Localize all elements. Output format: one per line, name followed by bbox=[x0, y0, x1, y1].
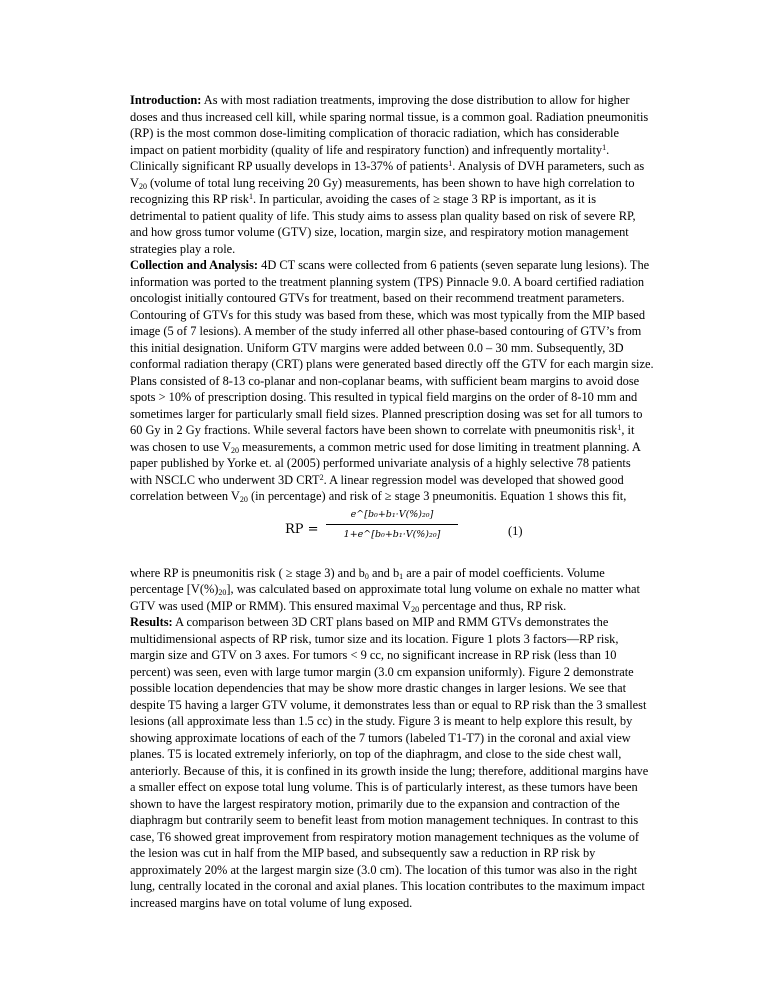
introduction-heading: Introduction: bbox=[130, 93, 202, 107]
citation: 2 bbox=[319, 472, 324, 482]
equation-numerator: e^[b₀+b₁·V(%)₂₀] bbox=[350, 508, 434, 520]
equation-denominator: 1+e^[b₀+b₁·V(%)₂₀] bbox=[343, 528, 441, 540]
introduction-paragraph: Introduction: As with most radiation treatments, improving the dose distribution to allow for higher doses and thus increased cell kill, while sparing normal tissue, is a common goal. Radiation pneumonitis (RP) is the most common dose-limiting complication of thoracic radiation, which has considerable impact on patient morbidity (quality of life and respiratory function) and infrequently mortality$^1$. Clinically significant RP usually develops in 13-37% of patients$^1$. Analysis of DVH parameters, such as $V_{20}$ (volume of total lung receiving 20 Gy) measurements, has been shown to have high correlation to recognizing this RP risk$^1$. In particular, avoiding the cases of ≥ stage 3 RP is important, as it is detrimental to patient quality of life. This study aims to assess plan quality based on risk of severe RP, and how gross tumor volume (GTV) size, location, margin size, and respiratory motion management strategies play a role. bbox=[130, 93, 649, 256]
fraction-bar bbox=[326, 524, 458, 525]
results-heading: Results: bbox=[130, 615, 173, 629]
equation-fraction bbox=[326, 507, 458, 542]
citation: 1 bbox=[602, 142, 607, 152]
document-page bbox=[130, 92, 655, 911]
equation-number: (1) bbox=[508, 523, 523, 538]
citation: 1 bbox=[248, 192, 253, 201]
collection-analysis-paragraph: Collection and Analysis: 4D CT scans were collected from 6 patients (seven separate lung lesions). The information was ported to the treatment planning system (TPS) Pinnacle 9.0. A board certified radiation oncologist initially contoured GTVs for treatment, based on their recommend treatment parameters. Contouring of GTVs for this study was based from these, which was most typically from the MIP based image (5 of 7 lesions). A member of the study inferred all other phase-based contouring of GTV’s from this initial designation. Uniform GTV margins were added between 0.0 – 30 mm. Subsequently, 3D conformal radiation therapy (CRT) plans were generated based directly off the GTV for each margin size. Plans consisted of 8-13 co-planar and non-coplanar beams, with sufficient beam margins to avoid dose spots > 10% of prescription dosing. This resulted in typical field margins on the order of 8-10 mm and sometimes larger for particularly small field sizes. Planned prescription dosing was set for all tumors to 60 Gy in 2 Gy fractions. While several factors have been shown to correlate with pneumonitis risk$^1$, it was chosen to use $V_{20}$ measurements, a common metric used for dose limiting in treatment planning. A paper published by Yorke et. al (2005) performed univariate analysis of a highly selective 78 patients with NSCLC who underwent 3D CRT$^2$. A linear regression model was developed that showed good correlation between $V_{20}$ (in percentage) and risk of ≥ stage 3 pneumonitis. Equation 1 shows this fit, bbox=[130, 258, 654, 504]
citation: 1 bbox=[448, 159, 453, 168]
equation-lhs: RP = bbox=[285, 521, 319, 537]
equation-1 bbox=[130, 507, 655, 559]
citation: 1 bbox=[617, 423, 622, 432]
results-paragraph: Results: A comparison between 3D CRT plans based on MIP and RMM GTVs demonstrates the multidimensional aspects of RP risk, tumor size and its location. Figure 1 plots 3 factors—RP risk, margin size and GTV on 3 axes. For tumors < 9 cc, no significant increase in RP risk (less than 10 percent) was seen, even with large tumor margin (3.0 cm expansion uniformly). Figure 2 demonstrate possible location dependencies that may be show more drastic changes in larger lesions. We see that despite T5 having a larger GTV volume, it demonstrates less than or equal to RP risk than the 3 smallest lesions (all approximate less than 1.5 cc) in the study. Figure 3 is meant to help explore this result, by showing approximate locations of each of the 7 tumors (labeled T1-T7) in the coronal and axial view planes. T5 is located extremely inferiorly, on top of the diaphragm, and close to the side chest wall, anteriorly. Because of this, it is confined in its growth inside the lung; therefore, additional margins have a smaller effect on expose total lung volume. This is of particularly interest, as these tumors have been shown to have the largest respiratory motion, primarily due to the expansion and contraction of the diaphragm but contrarily seem to benefit least from motion management techniques. In contrast to this case, T6 showed great improvement from respiratory motion management techniques as the volume of the lesion was cut in half from the MIP based, and subsequently saw a reduction in RP risk by approximately 20% at the largest margin size (3.0 cm). The location of this tumor was also in the right lung, centrally located in the coronal and axial planes. This location contributes to the maximum impact increased margins have on total volume of lung exposed. bbox=[130, 615, 649, 910]
collection-analysis-heading: Collection and Analysis: bbox=[130, 258, 259, 272]
equation-explanation-paragraph: where RP is pneumonitis risk ( ≥ stage 3) and $b_0$ and $b_1$ are a pair of model coefficients. Volume percentage $[V(\%)_{20}]$, was calculated based on approximate total lung volume on exhale no matter what GTV was used (MIP or RMM). This ensured maximal $V_{20}$ percentage and thus, RP risk. bbox=[130, 565, 640, 614]
